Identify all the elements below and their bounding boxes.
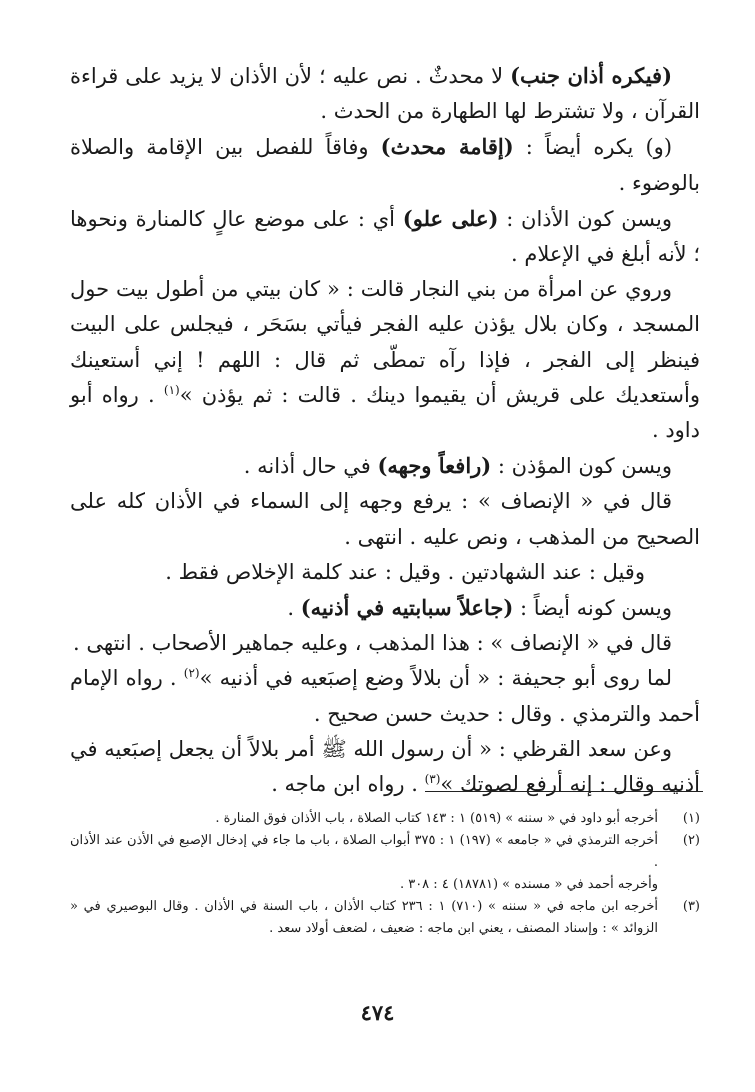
- bold-term: (على علو): [402, 205, 499, 231]
- footnote-number: (٣): [682, 899, 700, 914]
- footnote: [70, 808, 700, 830]
- text-run: في حال أذانه .: [243, 454, 378, 479]
- footnote-divider: [425, 791, 703, 792]
- main-text: [70, 58, 700, 802]
- footnote: [70, 896, 700, 940]
- text-run: . رواه ابن ماجه .: [271, 772, 425, 797]
- footnote: [70, 830, 700, 896]
- paragraph: [70, 661, 700, 731]
- paragraph: [70, 272, 700, 448]
- paragraph: [70, 58, 700, 129]
- footnote-line: أخرجه أبو داود في « سننه » (٥١٩) ١ : ١٤٣ كتاب الصلاة ، باب الأذان فوق المنارة .: [215, 811, 658, 826]
- text-run: .: [287, 596, 301, 621]
- text-run: أي : على موضع عالٍ كالمنارة ونحوها ؛ لأنه أبلغ في الإعلام .: [70, 206, 700, 267]
- bold-term: (جاعلاً سبابتيه في أذنيه): [300, 595, 514, 621]
- text-run: ويسن كونه أيضاً :: [513, 596, 672, 621]
- footnotes: [70, 808, 700, 940]
- footnote-line: أخرجه الترمذي في « جامعه » (١٩٧) ١ : ٣٧٥ أبواب الصلاة ، باب ما جاء في إدخال الإصبع في الأذن عند الأذان .: [70, 833, 659, 870]
- text-run: قال في « الإنصاف » : هذا المذهب ، وعليه جماهير الأصحاب . انتهى .: [73, 631, 672, 656]
- text-run: وقيل : عند الشهادتين . وقيل : عند كلمة الإخلاص فقط .: [165, 559, 645, 584]
- bold-term: (إقامة محدث): [380, 134, 514, 160]
- footnote-marker[interactable]: (٣): [424, 772, 441, 787]
- footnote-number: (١): [682, 811, 700, 826]
- text-run: . رواه الإمام أحمد والترمذي . وقال : حديث حسن صحيح .: [70, 666, 700, 726]
- text-run: (و) يكره أيضاً :: [513, 135, 673, 160]
- paragraph: [70, 484, 700, 554]
- text-run: . رواه أبو داود .: [70, 382, 700, 443]
- text-run: وروي عن امرأة من بني النجار قالت : « كان بيتي من أطول بيت حول المسجد ، وكان بلال يؤذن عليه الفجر فيأتي بسَحَر ، فيجلس على البيت فينظر إلى الفجر ، فإذا رآه تمطّى ثم قال : اللهم ! إني أستعينك وأستعديك على قريش أن يقيموا دينك . قالت : ثم يؤذن »: [70, 277, 700, 407]
- footnote-line: وأخرجه أحمد في « مسنده » (١٨٧٨١) ٤ : ٣٠٨ .: [399, 877, 658, 892]
- footnote-marker[interactable]: (٢): [183, 666, 200, 681]
- bold-term: (رافعاً وجهه): [377, 453, 492, 479]
- paragraph: [70, 626, 700, 661]
- text-run: ويسن كون الأذان :: [498, 206, 673, 231]
- footnote-line: أخرجه ابن ماجه في « سننه » (٧١٠) ١ : ٢٣٦ كتاب الأذان ، باب السنة في الأذان . وقال البوصيري في « الزوائد » : وإسناد المصنف ، يعني ابن ماجه : ضعيف ، لضعف أولاد سعد .: [70, 899, 658, 936]
- paragraph: [70, 201, 700, 272]
- text-run: لا محدثٌ . نص عليه ؛ لأن الأذان لا يزيد على قراءة القرآن ، ولا تشترط لها الطهارة من الحدث .: [70, 64, 700, 124]
- bold-term: (فيكره أذان جنب): [510, 63, 673, 88]
- text-run: لما روى أبو جحيفة : « أن بلالاً وضع إصبَعيه في أذنيه »: [199, 666, 672, 691]
- footnote-number: (٢): [682, 833, 700, 848]
- text-run: وفاقاً للفصل بين الإقامة والصلاة بالوضوء .: [70, 135, 700, 195]
- text-run: قال في « الإنصاف » : يرفع وجهه إلى السماء في الأذان كله على الصحيح من المذهب ، ونص عليه . انتهى .: [70, 489, 700, 549]
- paragraph: [70, 129, 700, 200]
- page-number: ٤٧٤: [360, 1000, 395, 1025]
- text-run: وعن سعد القرظي : « أن رسول الله ﷺ أمر بلالاً أن يجعل إصبَعيه في أذنيه وقال : إنه أرفع لصوتك »: [70, 736, 700, 797]
- paragraph: [70, 555, 700, 590]
- text-run: ويسن كون المؤذن :: [491, 454, 672, 479]
- paragraph: [70, 590, 700, 626]
- paragraph: [70, 448, 700, 484]
- footnote-marker[interactable]: (١): [163, 382, 180, 397]
